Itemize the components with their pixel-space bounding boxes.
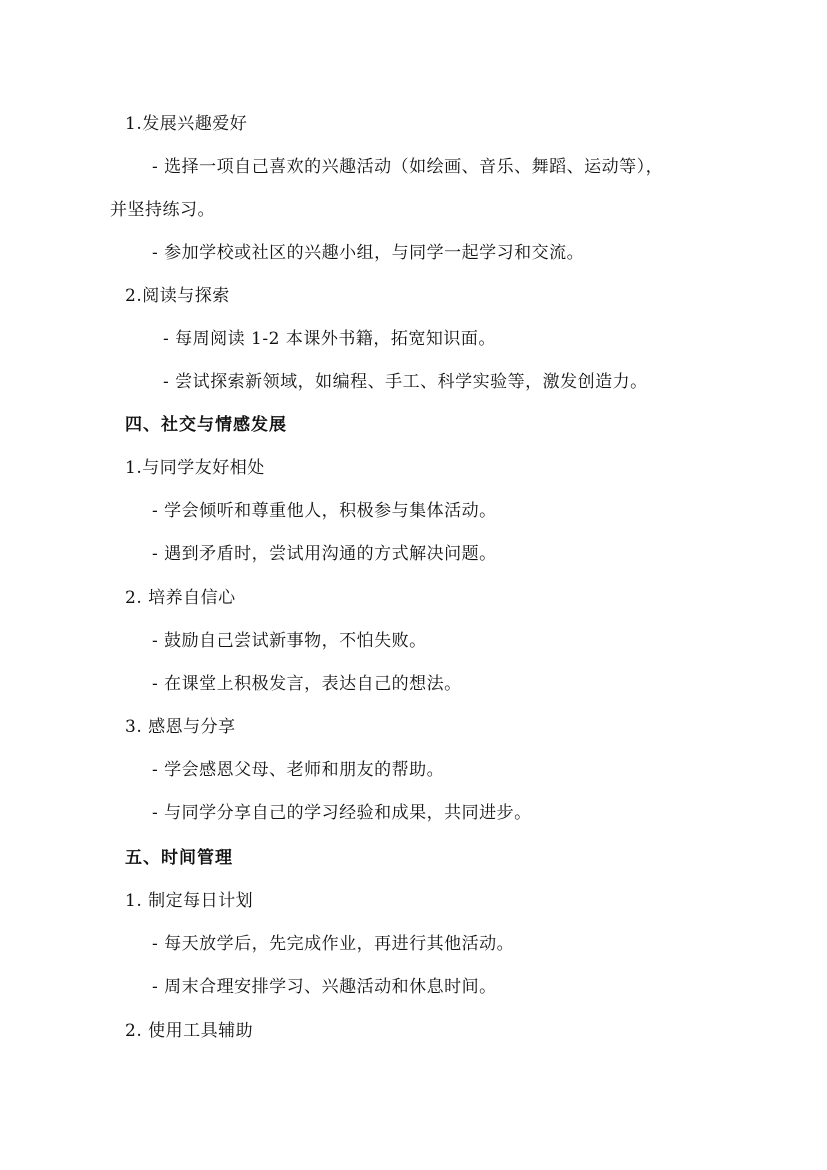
bullet-point: - 学会倾听和尊重他人，积极参与集体活动。	[152, 501, 497, 521]
item-title: 2. 培养自信心	[125, 588, 236, 608]
item-title: 1. 制定每日计划	[125, 891, 254, 911]
item-title: 3. 感恩与分享	[125, 717, 236, 737]
bullet-point: - 周末合理安排学习、兴趣活动和休息时间。	[152, 977, 497, 997]
bullet-point: - 每周阅读 1-2 本课外书籍，拓宽知识面。	[163, 329, 496, 349]
bullet-point-continuation: 并坚持练习。	[110, 200, 215, 220]
bullet-point: - 遇到矛盾时，尝试用沟通的方式解决问题。	[152, 544, 497, 564]
item-title: 2.阅读与探索	[125, 286, 230, 306]
bullet-point: - 选择一项自己喜欢的兴趣活动（如绘画、音乐、舞蹈、运动等），	[152, 157, 664, 177]
bullet-point: - 在课堂上积极发言，表达自己的想法。	[152, 674, 462, 694]
bullet-point: - 尝试探索新领域，如编程、手工、科学实验等，激发创造力。	[163, 372, 648, 392]
bullet-point: - 鼓励自己尝试新事物，不怕失败。	[152, 631, 427, 651]
section-heading: 五、时间管理	[125, 848, 233, 868]
bullet-point: - 与同学分享自己的学习经验和成果，共同进步。	[152, 803, 532, 823]
item-title: 1.发展兴趣爱好	[125, 114, 248, 134]
bullet-point: - 参加学校或社区的兴趣小组，与同学一起学习和交流。	[152, 243, 585, 263]
item-title: 1.与同学友好相处	[125, 458, 265, 478]
bullet-point: - 学会感恩父母、老师和朋友的帮助。	[152, 760, 445, 780]
section-heading: 四、社交与情感发展	[125, 415, 287, 435]
bullet-point: - 每天放学后，先完成作业，再进行其他活动。	[152, 934, 515, 954]
item-title: 2. 使用工具辅助	[125, 1021, 254, 1041]
